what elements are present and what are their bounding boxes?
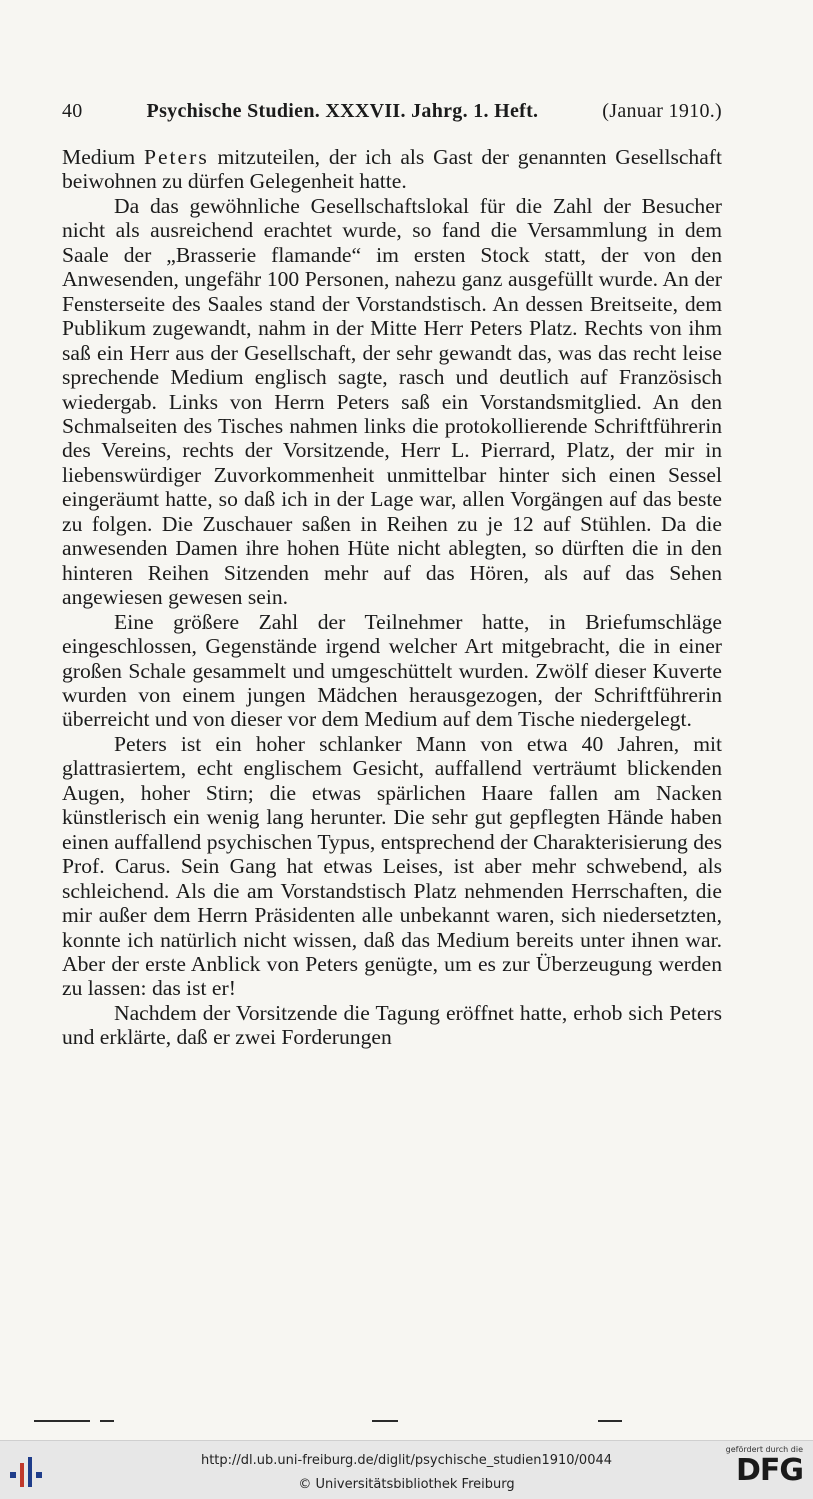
scan-mark	[34, 1420, 90, 1422]
journal-title: Psychische Studien. XXXVII. Jahrg. 1. Heft.	[146, 100, 539, 122]
paragraph-3: Eine größere Zahl der Teilnehmer hatte, in Briefumschläge eingeschlossen, Gegenstände irgend welcher Art mitgebracht, die in einer großen Schale gesammelt und umgeschüttelt wurden. Zwölf dieser Kuverte wurden von einem jungen Mädchen herausgezogen, der Schriftführerin überreicht und von dieser vor dem Medium auf dem Tische niedergelegt.	[62, 609, 722, 732]
page-number: 40	[62, 100, 83, 122]
article-body	[62, 145, 722, 1050]
dfg-logo	[711, 1445, 803, 1495]
paragraph-5: Nachdem der Vorsitzende die Tagung eröffnet hatte, erhob sich Peters und erklärte, daß er zwei Forderungen	[62, 1000, 722, 1050]
paragraph-4: Peters ist ein hoher schlanker Mann von etwa 40 Jahren, mit glattrasiertem, echt englischem Gesicht, auffallend verträumt blickenden Augen, hoher Stirn; die etwas spärlichen Haare fallen am Nacken künstlerisch ein wenig lang herunter. Die sehr gut gepflegten Hände haben einen auffallend psychischen Typus, entsprechend der Charakterisierung des Prof. Carus. Sein Gang hat etwas Leises, ist aber mehr schwebend, als schleichend. Als die am Vorstandstisch Platz nehmenden Herrschaften, die mir außer dem Herrn Präsidenten alle unbekannt waren, sich niedersetzten, konnte ich natürlich nicht wissen, daß das Medium bereits unter ihnen war. Aber der erste Anblick von Peters genügte, um es zur Überzeugung werden zu lassen: das ist er!	[62, 731, 722, 1001]
scan-marks	[0, 1418, 813, 1424]
dfg-funded-label: gefördert durch die	[725, 1445, 803, 1454]
permalink-url[interactable]: http://dl.ub.uni-freiburg.de/diglit/psychische_studien1910/0044	[200, 1453, 613, 1468]
viewer-footer	[0, 1440, 813, 1499]
spaced-name: Peters	[143, 145, 209, 169]
paragraph-1	[62, 145, 722, 194]
dfg-wordmark: DFG	[735, 1453, 803, 1488]
copyright-notice: © Universitätsbibliothek Freiburg	[298, 1477, 515, 1492]
paragraph-text: Medium	[62, 145, 144, 169]
issue-date: (Januar 1910.)	[602, 100, 722, 122]
scan-mark	[598, 1420, 622, 1422]
paragraph-2: Da das gewöhnliche Gesellschaftslokal für die Zahl der Besucher nicht als ausreichend erachtet wurde, so fand die Versammlung in dem Saale der „Brasserie flamande“ im ersten Stock statt, der von den Anwesenden, ungefähr 100 Personen, nahezu ganz ausgefüllt wurde. An der Fensterseite des Saales stand der Vorstandstisch. An dessen Breitseite, dem Publikum zugewandt, nahm in der Mitte Herr Peters Platz. Rechts von ihm saß ein Herr aus der Gesellschaft, der sehr gewandt das, was das recht leise sprechende Medium englisch sagte, rasch und deutlich auf Französisch wiedergab. Links von Herrn Peters saß ein Vorstandsmitglied. An den Schmalseiten des Tisches nahmen links die protokollierende Schriftführerin des Vereins, rechts der Vorsitzende, Herr L. Pierrard, Platz, der mir in liebenswürdiger Zuvorkommenheit unmittelbar hinter sich einen Sessel eingeräumt hatte, so daß ich in der Lage war, allen Vorgängen auf das beste zu folgen. Die Zuschauer saßen in Reihen zu je 12 auf Stühlen. Da die anwesenden Damen ihre hohen Hüte nicht ablegten, so dürften die in den hinteren Reihen Sitzenden mehr auf das Hören, als auf das Sehen angewiesen gewesen sein.	[62, 193, 722, 610]
running-header	[62, 100, 722, 123]
scan-mark	[100, 1420, 114, 1422]
paragraph-text: mitzuteilen, der ich als Gast der genannten Gesellschaft beiwohnen zu dürfen Gelegenheit hatte.	[62, 145, 723, 194]
scan-mark	[372, 1420, 398, 1422]
